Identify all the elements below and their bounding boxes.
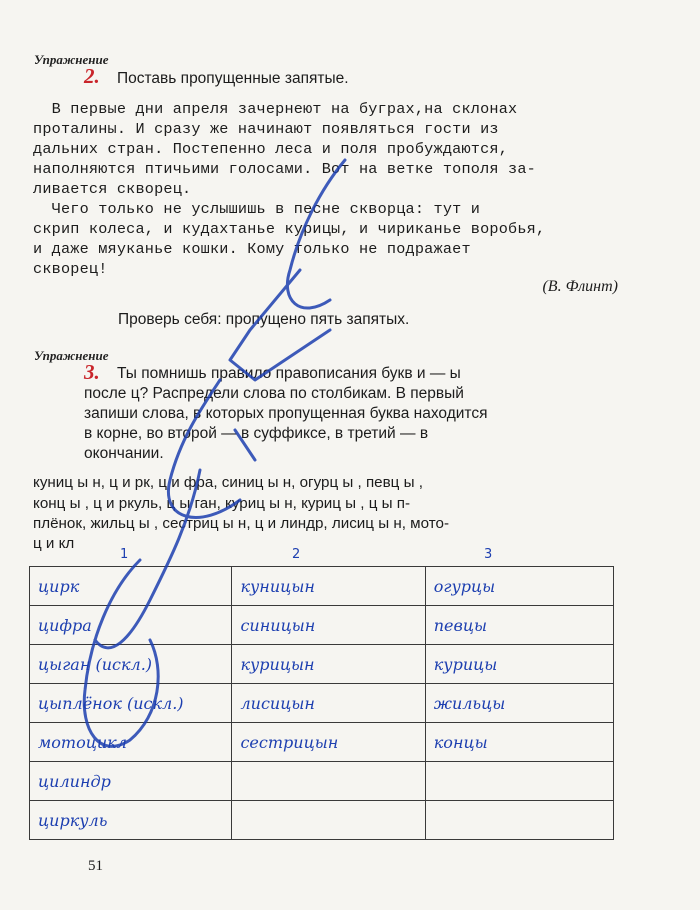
text-line: и даже мяуканье кошки. Кому только не подражает [33, 240, 471, 258]
table-cell [232, 762, 425, 801]
table-row [30, 645, 614, 684]
exercise-2-instruction: Поставь пропущенные запятые. [117, 70, 349, 87]
table-cell: сестрицын [232, 723, 425, 762]
word-line: куниц ы н, ц и рк, ц и фра, синиц ы н, огурц ы , певц ы , [33, 474, 423, 491]
text-line: проталины. И сразу же начинают появляться гости из [33, 120, 499, 138]
word-line: конц ы , ц и ркуль, ц ы ган, куриц ы н, куриц ы , ц ы п- [33, 495, 411, 512]
exercise-3-instruction-line: окончании. [84, 445, 164, 462]
exercise-3-instruction-line: Ты помнишь правило правописания букв и — ы [117, 365, 461, 382]
exercise-2-number: 2. [84, 64, 100, 88]
table-cell: цифра [30, 606, 232, 645]
exercise-2-label: Упражнение [34, 52, 109, 67]
column-heading-1: 1 [120, 547, 129, 562]
author-attribution: (В. Флинт) [542, 278, 618, 295]
table-row [30, 606, 614, 645]
table-row [30, 801, 614, 840]
table-cell: курицы [425, 645, 613, 684]
column-heading-3: 3 [484, 547, 493, 562]
table-cell: цыган (искл.) [30, 645, 232, 684]
table-cell: цилиндр [30, 762, 232, 801]
table-cell: куницын [232, 567, 425, 606]
text-line: скрип колеса, и кудахтанье курицы, и чириканье воробья, [33, 220, 546, 238]
table-cell [425, 762, 613, 801]
text-line: скворец! [33, 260, 108, 278]
page-number: 51 [88, 858, 103, 874]
table-row [30, 762, 614, 801]
answer-table [29, 566, 614, 840]
text-line: наполняются птичьими голосами. Вот на ветке тополя за- [33, 160, 536, 178]
table-cell: цирк [30, 567, 232, 606]
text-line: ливается скворец. [33, 180, 192, 198]
check-yourself-note: Проверь себя: пропущено пять запятых. [118, 311, 410, 328]
table-cell: курицын [232, 645, 425, 684]
word-line: ц и кл [33, 535, 75, 552]
table-row [30, 723, 614, 762]
text-line: Чего только не услышишь в песне скворца: тут и [33, 200, 481, 218]
table-row [30, 684, 614, 723]
table-cell [425, 801, 613, 840]
text-line: В первые дни апреля зачернеют на буграх,на склонах [33, 100, 518, 118]
table-cell: жильцы [425, 684, 613, 723]
table-cell: синицын [232, 606, 425, 645]
column-heading-2: 2 [292, 547, 301, 562]
table-cell: лисицын [232, 684, 425, 723]
exercise-3-instruction-line: в корне, во второй — в суффиксе, в третий — в [84, 425, 429, 442]
table-cell: цыплёнок (искл.) [30, 684, 232, 723]
exercise-3-number: 3. [84, 360, 100, 384]
table-cell: огурцы [425, 567, 613, 606]
table-cell: циркуль [30, 801, 232, 840]
table-cell [232, 801, 425, 840]
table-cell: мотоцикл [30, 723, 232, 762]
table-cell: концы [425, 723, 613, 762]
text-line: дальних стран. Постепенно леса и поля пробуждаются, [33, 140, 509, 158]
exercise-3-label: Упражнение [34, 348, 109, 363]
table-cell: певцы [425, 606, 613, 645]
exercise-3-instruction-line: после ц? Распредели слова по столбикам. В первый [84, 385, 464, 402]
exercise-3-instruction-line: запиши слова, в которых пропущенная буква находится [84, 405, 488, 422]
table-row [30, 567, 614, 606]
word-line: плёнок, жильц ы , сестриц ы н, ц и линдр, лисиц ы н, мото- [33, 515, 450, 532]
